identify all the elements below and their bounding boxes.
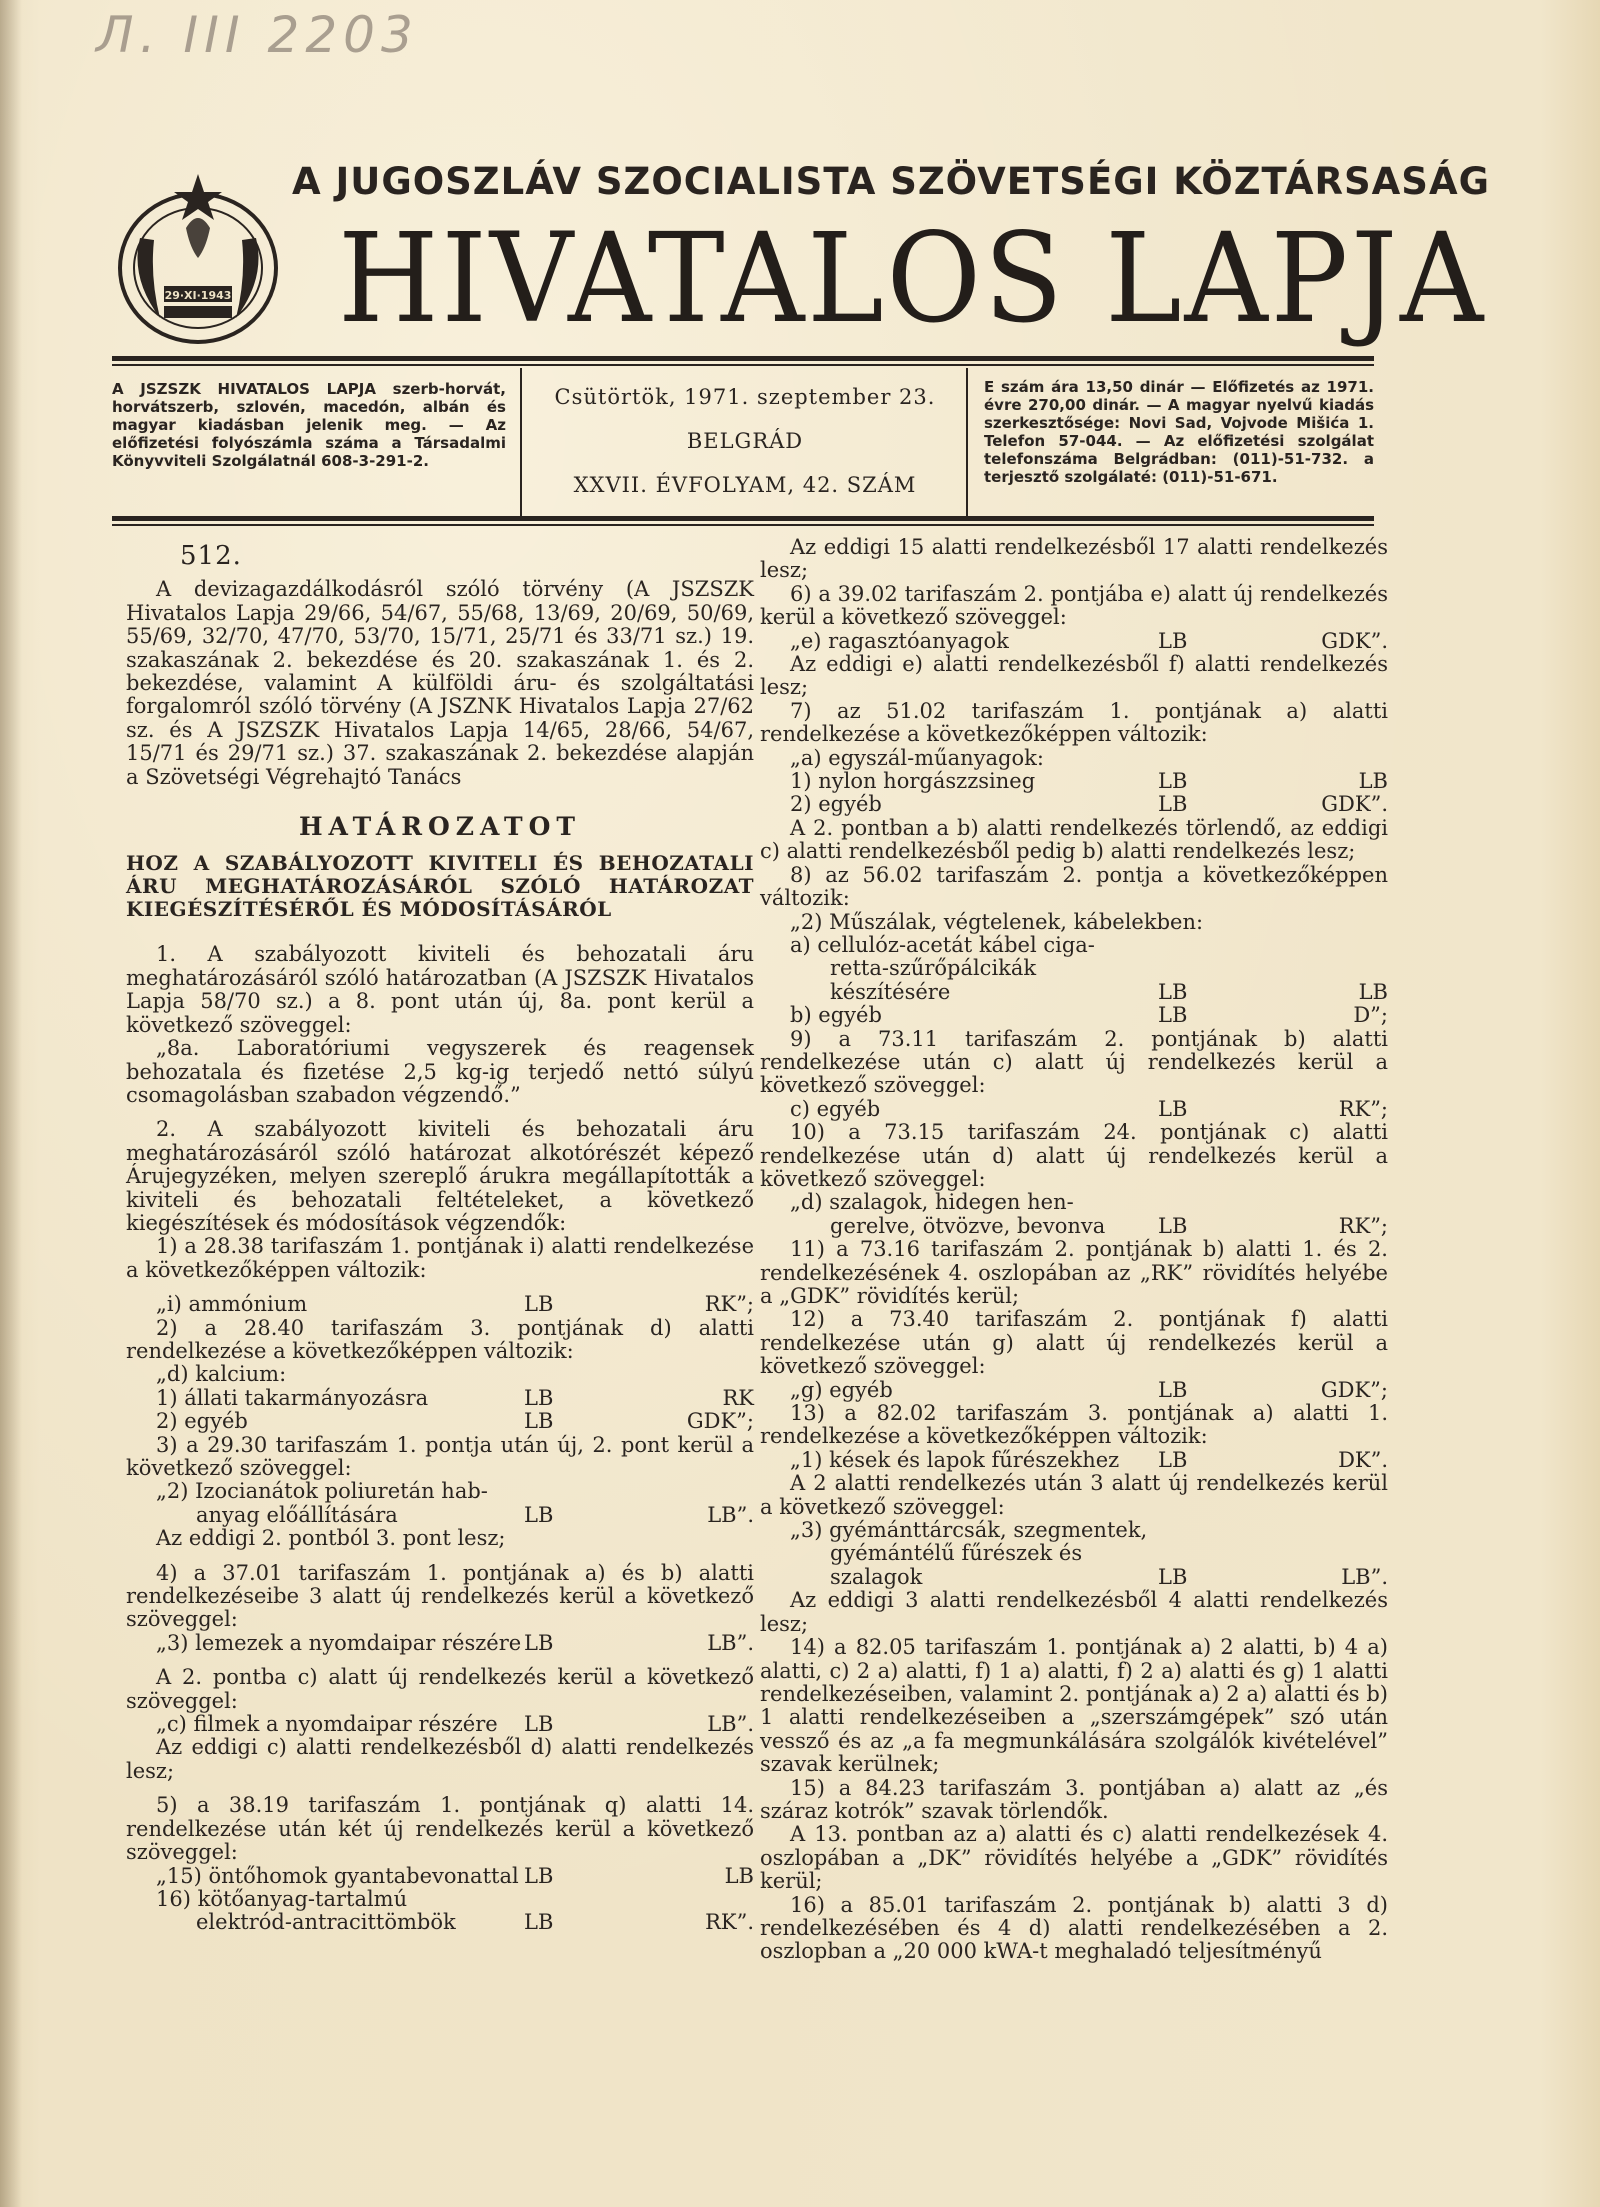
paragraph: 2. A szabályozott kiviteli és behozatali áru meghatározásáról szóló határozat alkotórészét képező Árujegyzéken, melyen szereplő árukra megállapították a kiviteli és behozatali feltételeket, a következő kiegészítések és módosítások végzendők: xyxy=(126,1117,754,1235)
paragraph: A 2 alatti rendelkezés után 3 alatt új rendelkezés kerül a következő szöveggel: xyxy=(760,1471,1388,1519)
paragraph: 1) a 28.38 tarifaszám 1. pontjának i) alatti rendelkezése a következőképpen változik: xyxy=(126,1234,754,1282)
info-issue-block xyxy=(540,386,950,518)
tariff-row: b) egyéb LB D”; xyxy=(790,1003,1388,1028)
issue-date: Csütörtök, 1971. szeptember 23. xyxy=(554,385,936,409)
paragraph: „d) szalagok, hidegen hen- xyxy=(790,1190,1074,1215)
tariff-row: 1) állati takarmányozásra LB RK xyxy=(156,1385,754,1410)
tariff-row: gerelve, ötvözve, bevonva LB RK”; xyxy=(830,1213,1388,1238)
paragraph: 14) a 82.05 tarifaszám 1. pontjának a) 2 alatti, b) 4 a) alatti, c) 2 a) alatti, f) 1 a) alatti, f) 2 a) alatti és g) 1 alatti rendelkezéseiben, valamint 2. pontjának a) 2 a) alatti és b) 1 alatti rendelkezéseiben a „szerszámgépek” szó után vessző és az „a fa megmunkálására szolgálók kivételével” szavak kerülnek; xyxy=(760,1635,1388,1777)
tariff-row: készítésére LB LB xyxy=(830,979,1388,1004)
paragraph: 9) a 73.11 tarifaszám 2. pontjának b) alatti rendelkezése után c) alatt új rendelkezés kerül a következő szöveggel: xyxy=(760,1026,1388,1098)
paragraph: „8a. Laboratóriumi vegyszerek és reagensek behozatala és fizetése 2,5 kg-ig terjedő nettó súlyú csomagolásban szabadon végzendő.” xyxy=(126,1036,754,1107)
tariff-row: c) egyéb LB RK”; xyxy=(790,1096,1388,1121)
tariff-row: anyag előállítására LB LB”. xyxy=(196,1502,754,1527)
handwritten-shelf-mark: Л. III 2203 xyxy=(96,6,419,64)
issue-volume: XXVII. ÉVFOLYAM, 42. SZÁM xyxy=(573,473,917,497)
paragraph: 11) a 73.16 tarifaszám 2. pontjának b) alatti 1. és 2. rendelkezésének 4. oszlopában az „RK” rövidítés helyébe a „GDK” rövidítés kerül; xyxy=(760,1237,1388,1308)
tariff-row: elektród-antracittömbök LB RK”. xyxy=(196,1910,754,1935)
paragraph: A 2. pontba c) alatt új rendelkezés kerül a következő szöveggel: xyxy=(126,1665,754,1713)
masthead-title: HIVATALOS LAPJA xyxy=(338,207,1487,351)
paragraph: 2) a 28.40 tarifaszám 3. pontjának d) alatti rendelkezése a következőképpen változik: xyxy=(126,1315,754,1363)
paragraph: 7) az 51.02 tarifaszám 1. pontjának a) alatti rendelkezése a következőképpen változik: xyxy=(760,698,1388,747)
tariff-row: „1) kések és lapok fűrészekhez LB DK”. xyxy=(790,1447,1388,1472)
paragraph: Az eddigi 3 alatti rendelkezésből 4 alatti rendelkezés lesz; xyxy=(760,1588,1388,1636)
paragraph: 10) a 73.15 tarifaszám 24. pontjának c) alatti rendelkezése után d) alatt új rendelkezés kerül a következő szöveggel: xyxy=(760,1120,1388,1191)
tariff-row: „3) lemezek a nyomdaipar részére LB LB”. xyxy=(156,1630,754,1655)
paragraph: A 13. pontban az a) alatti és c) alatti rendelkezések 4. oszlopában a „DK” rövidítés helyébe a „GDK” rövidítés kerül; xyxy=(760,1822,1388,1894)
masthead-rule-thin xyxy=(112,364,1374,366)
right-column xyxy=(760,536,1388,1964)
tariff-row: 1) nylon horgászzsineg LB LB xyxy=(790,769,1388,794)
paragraph: Az eddigi 2. pontból 3. pont lesz; xyxy=(156,1526,506,1551)
paragraph: 12) a 73.40 tarifaszám 2. pontjának f) alatti rendelkezése után g) alatt új rendelkezés kerül a következő szöveggel: xyxy=(760,1307,1388,1379)
paragraph: 3) a 29.30 tarifaszám 1. pontja után új, 2. pont kerül a következő szöveggel: xyxy=(126,1432,754,1480)
paragraph: 16) kötőanyag-tartalmú xyxy=(156,1886,408,1911)
paragraph: 4) a 37.01 tarifaszám 1. pontjának a) és b) alatti rendelkezéseibe 3 alatt új rendelkezés kerül a következő szöveggel: xyxy=(126,1560,754,1632)
paragraph: gyémántélű fűrészek és xyxy=(830,1541,1083,1566)
paragraph: 16) a 85.01 tarifaszám 2. pontjának b) alatti 3 d) rendelkezésében és 4 d) alatti rendelkezésében a 2. oszlopban a „20 000 kWA-t meghaladó teljesítményű xyxy=(760,1892,1388,1964)
tariff-row: „g) egyéb LB GDK”; xyxy=(790,1377,1388,1402)
tariff-row: „15) öntőhomok gyantabevonattal LB LB xyxy=(156,1863,754,1888)
paragraph: Az eddigi e) alatti rendelkezésből f) alatti rendelkezés lesz; xyxy=(760,652,1388,700)
info-publication-note: A JSZSZK HIVATALOS LAPJA szerb-horvát, horvátszerb, szlovén, macedón, albán és magyar kiadásban jelenik meg. — Az előfizetési folyószámla száma a Társadalmi Könyvviteli Szolgálatnál 608-3-291-2. xyxy=(112,380,506,470)
paragraph: „2) Műszálak, végtelenek, kábelekben: xyxy=(790,909,1204,934)
info-divider-right xyxy=(966,368,968,516)
paragraph: Az eddigi c) alatti rendelkezésből d) alatti rendelkezés lesz; xyxy=(126,1735,754,1783)
paragraph: 13) a 82.02 tarifaszám 3. pontjának a) alatti 1. rendelkezése a következőképpen változik: xyxy=(760,1401,1388,1449)
header-bottom-rule xyxy=(112,516,1374,521)
paragraph: 1. A szabályozott kiviteli és behozatali áru meghatározásáról szóló határozatban (A JSZSZK Hivatalos Lapja 58/70 sz.) a 8. pont után új, 8a. pont kerül a következő szöveggel: xyxy=(126,942,754,1037)
paragraph: 15) a 84.23 tarifaszám 3. pontjában a) alatt az „és száraz kotrók” szavak törlendők. xyxy=(760,1775,1388,1823)
issue-place: BELGRÁD xyxy=(686,429,804,453)
decision-heading: HATÁROZATOT xyxy=(298,812,582,842)
paragraph: „a) egyszál-műanyagok: xyxy=(790,745,1044,770)
decision-subtitle: HOZ A SZABÁLYOZOTT KIVITELI ÉS BEHOZATALI ÁRU MEGHATÁROZÁSÁRÓL SZÓLÓ HATÁROZAT KIEGÉSZÍTÉSÉRŐL ÉS MÓDOSÍTÁSÁRÓL xyxy=(126,851,754,922)
info-price-note: E szám ára 13,50 dinár — Előfizetés az 1971. évre 270,00 dinár. — A magyar nyelvű kiadás szerkesztősége: Novi Sad, Vojvode Mišića 1. Telefon 57-044. — Az előfizetési szolgálat telefonszáma Belgrádban: (011)-51-732. a terjesztő szolgálaté: (011)-51-671. xyxy=(984,378,1374,486)
paragraph: a) cellulóz-acetát kábel ciga- xyxy=(790,932,1095,957)
tariff-row: „i) ammónium LB RK”; xyxy=(156,1292,754,1317)
paragraph: „2) Izocianátok poliuretán hab- xyxy=(156,1479,488,1504)
paragraph: „d) kalcium: xyxy=(156,1362,287,1387)
paragraph: 5) a 38.19 tarifaszám 1. pontjának q) alatti 14. rendelkezése után két új rendelkezés kerül a következő szöveggel: xyxy=(126,1793,754,1865)
masthead-rule xyxy=(112,356,1374,361)
tariff-row: szalagok LB LB”. xyxy=(830,1564,1388,1589)
tariff-row: „e) ragasztóanyagok LB GDK”. xyxy=(790,628,1388,653)
paragraph: „3) gyémánttárcsák, szegmentek, xyxy=(790,1518,1148,1543)
tariff-row: 2) egyéb LB GDK”. xyxy=(790,792,1388,817)
tariff-row: 2) egyéb LB GDK”; xyxy=(156,1409,754,1434)
state-emblem-icon xyxy=(110,168,286,348)
paragraph: A devizagazdálkodásról szóló törvény (A JSZSZK Hivatalos Lapja 29/66, 54/67, 55/68, 13/69, 20/69, 50/69, 55/69, 32/70, 47/70, 53/70, 15/71, 25/71 és 33/71 sz.) 19. szakaszának 2. bekezdése és 20. szakaszának 1. és 2. bekezdése, valamint A külföldi áru- és szolgáltatási forgalomról szóló törvény (A JSZNK Hivatalos Lapja 27/62 sz. és A JSZSZK Hivatalos Lapja 14/65, 28/66, 54/67, 15/71 és 29/71 sz.) 37. szakaszának 2. bekezdése alapján a Szövetségi Végrehajtó Tanács xyxy=(126,577,754,789)
binding-shadow xyxy=(0,0,22,2207)
paragraph: Az eddigi 15 alatti rendelkezésből 17 alatti rendelkezés lesz; xyxy=(760,535,1388,583)
left-column xyxy=(126,541,754,1935)
tariff-row: „c) filmek a nyomdaipar részére LB LB”. xyxy=(156,1712,754,1737)
paragraph: 6) a 39.02 tarifaszám 2. pontjába e) alatt új rendelkezés kerül a következő szöveggel: xyxy=(760,581,1388,630)
svg-text:29·XI·1943: 29·XI·1943 xyxy=(164,289,232,302)
info-divider-left xyxy=(520,368,522,516)
masthead-kicker: A JUGOSZLÁV SZOCIALISTA SZÖVETSÉGI KÖZTÁRSASÁG xyxy=(292,160,1490,203)
paragraph: A 2. pontban a b) alatti rendelkezés törlendő, az eddigi c) alatti rendelkezésből pedig b) alatti rendelkezés lesz; xyxy=(760,815,1388,864)
document-number: 512. xyxy=(180,541,242,571)
header-bottom-rule-thin xyxy=(112,524,1374,526)
paragraph: 8) az 56.02 tarifaszám 2. pontja a következőképpen változik: xyxy=(760,862,1388,911)
paragraph: retta-szűrőpálcikák xyxy=(830,956,1037,981)
